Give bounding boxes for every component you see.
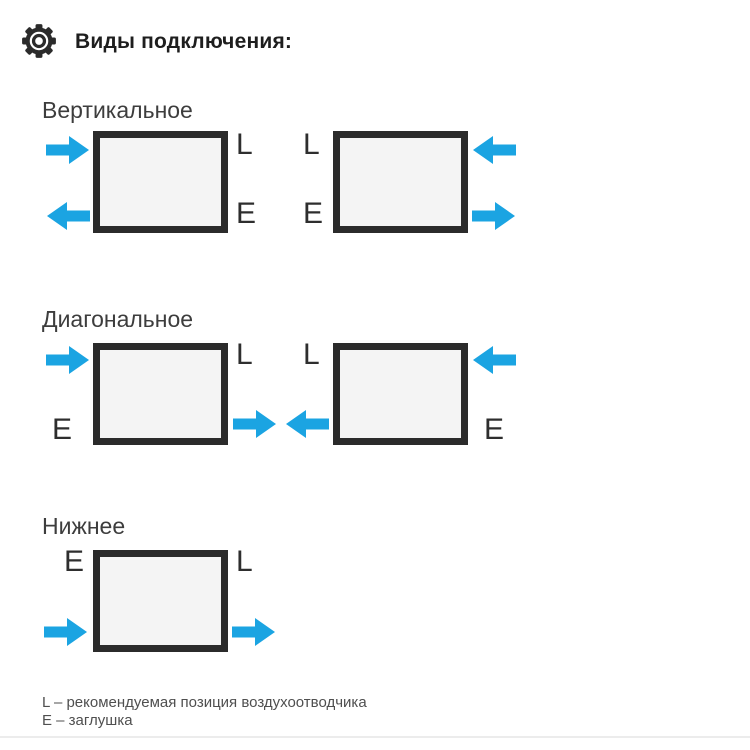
vent-position-label: L (236, 338, 253, 371)
radiator-rect (93, 343, 228, 445)
arrow-right-outlet-icon (472, 201, 516, 231)
plug-position-label: E (484, 413, 505, 446)
gear-icon (19, 21, 59, 61)
section-label-diagonal: Диагональное (42, 306, 194, 332)
vent-position-label: L (236, 128, 253, 161)
radiator-rect (333, 131, 468, 233)
legend-plug: E – заглушка (42, 712, 133, 729)
arrow-left-inlet-icon (472, 345, 516, 375)
plug-position-label: E (52, 413, 73, 446)
radiator-rect (93, 131, 228, 233)
arrow-right-outlet-icon (233, 409, 277, 439)
arrow-left-outlet-icon (46, 201, 90, 231)
vent-position-label: L (303, 338, 320, 371)
bottom-divider (0, 736, 750, 738)
vent-position-label: L (236, 545, 253, 578)
arrow-right-inlet-icon (46, 135, 90, 165)
plug-position-label: E (303, 197, 324, 230)
arrow-right-inlet-icon (46, 345, 90, 375)
arrow-left-outlet-icon (285, 409, 329, 439)
arrow-right-inlet-icon (44, 617, 88, 647)
vent-position-label: L (303, 128, 320, 161)
plug-position-label: E (236, 197, 257, 230)
section-label-bottom: Нижнее (42, 513, 126, 539)
legend-vent: L – рекомендуемая позиция воздухоотводчика (42, 694, 367, 711)
page-title: Виды подключения: (75, 30, 293, 53)
plug-position-label: E (64, 545, 85, 578)
arrow-left-inlet-icon (472, 135, 516, 165)
section-label-vertical: Вертикальное (42, 97, 193, 123)
radiator-rect (93, 550, 228, 652)
arrow-right-outlet-icon (232, 617, 276, 647)
radiator-rect (333, 343, 468, 445)
